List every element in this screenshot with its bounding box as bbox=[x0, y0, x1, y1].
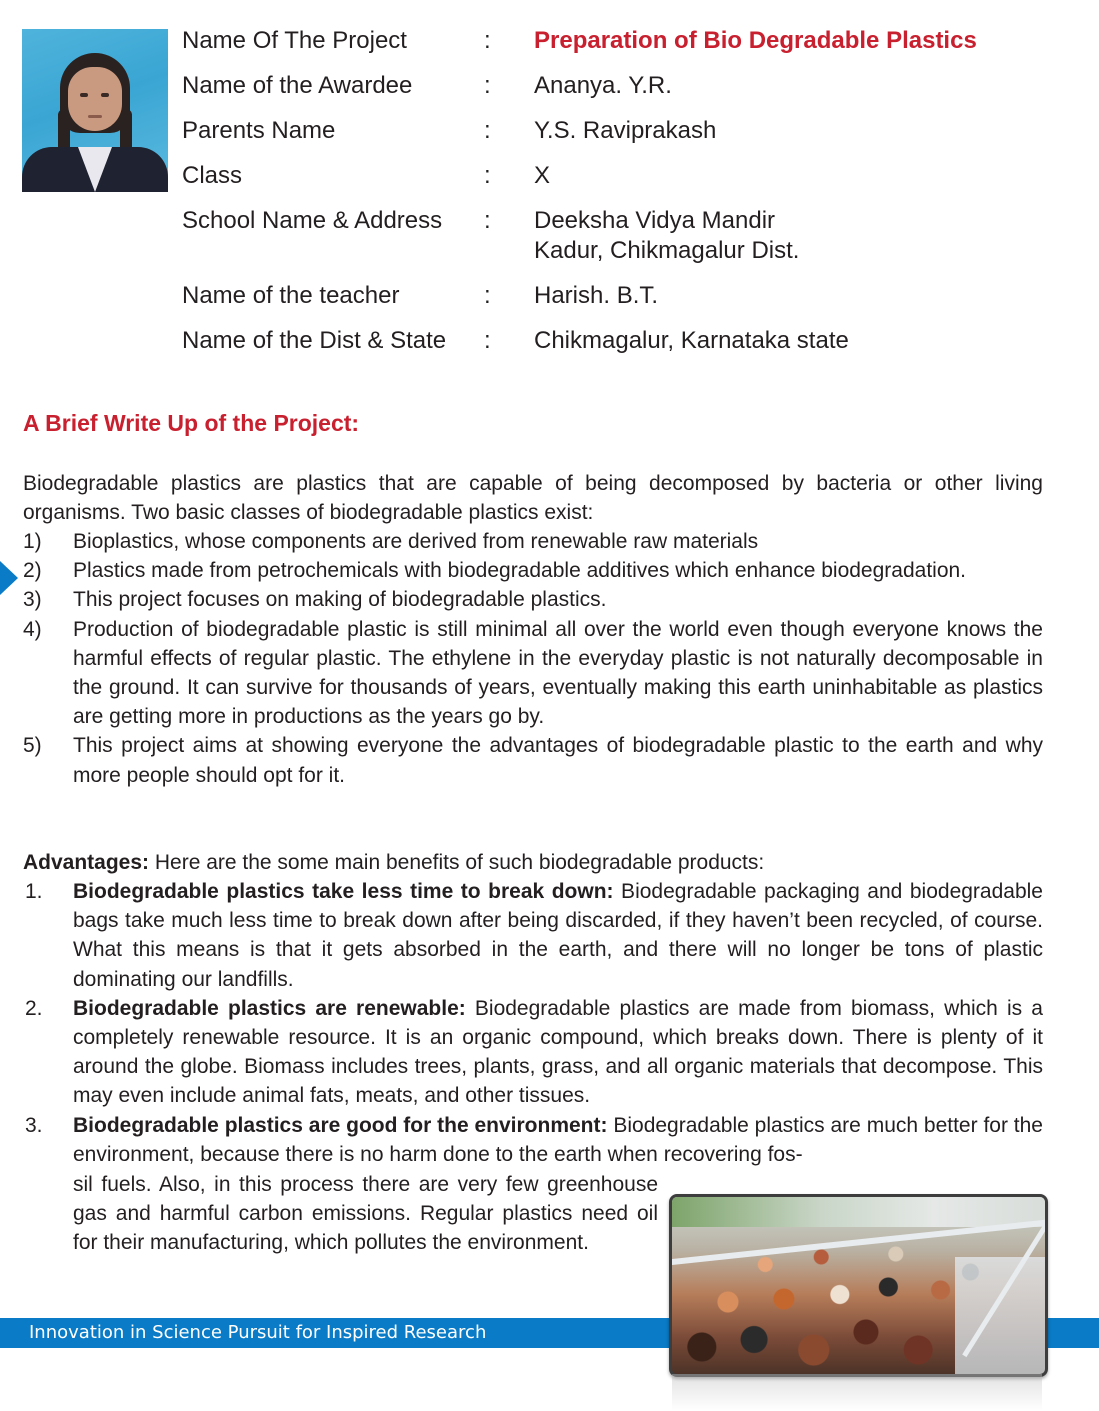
item-text: Plastics made from petrochemicals with biodegradable additives which enhance biodegradation. bbox=[73, 559, 967, 583]
greenhouse-photo bbox=[669, 1194, 1048, 1377]
item-title: Biodegradable plastics are good for the environment: bbox=[73, 1113, 608, 1137]
photo-reflection bbox=[672, 1374, 1042, 1411]
project-name: Preparation of Bio Degradable Plastics bbox=[534, 27, 977, 54]
dist-state: Chikmagalur, Karnataka state bbox=[534, 327, 849, 354]
list-item bbox=[23, 1111, 1043, 1169]
list-item bbox=[23, 994, 1043, 1111]
photo-foliage bbox=[672, 1197, 1045, 1227]
photo-eye bbox=[80, 93, 88, 97]
advantages-list bbox=[23, 877, 1043, 1169]
item-text: This project aims at showing everyone the advantages of biodegradable plastic to the earth and why more people should opt for it. bbox=[73, 734, 1043, 787]
field-separator: : bbox=[484, 117, 491, 144]
item-title: Biodegradable plastics take less time to break down: bbox=[73, 880, 614, 903]
field-label: Name Of The Project bbox=[182, 27, 407, 54]
item-title: Biodegradable plastics are renewable: bbox=[73, 996, 466, 1020]
advantages-intro-text: Here are the some main benefits of such biodegradable products: bbox=[149, 851, 765, 874]
advantages-heading: Advantages: bbox=[23, 851, 150, 874]
field-separator: : bbox=[484, 282, 491, 309]
field-label: Name of the Dist & State bbox=[182, 327, 447, 354]
advantage-3-continued: sil fuels. Also, in this process there are very few greenhouse gas and harmful carbon emissions. Regular plastics need oil for their manufacturing, which pollutes the environment. bbox=[73, 1173, 658, 1255]
teacher-name: Harish. B.T. bbox=[534, 282, 659, 309]
list-item bbox=[23, 877, 1043, 994]
item-number: 3) bbox=[23, 588, 42, 612]
footer-tagline: Innovation in Science Pursuit for Inspired Research bbox=[29, 1322, 487, 1343]
item-text: Biodegradable plastics are made from biomass, which is a completely renewable resource. It is an organic compound, which breaks down. There is plenty of it around the globe. Biomass includes trees, plants, grass, and all organic materials that decompose. This may even include animal fats, meats, and other tissues. bbox=[73, 996, 1043, 1108]
item-number: 4) bbox=[23, 617, 42, 641]
awardee-name: Ananya. Y.R. bbox=[534, 72, 672, 99]
field-label: School Name & Address bbox=[182, 207, 443, 234]
field-separator: : bbox=[484, 327, 491, 354]
item-number: 1. bbox=[25, 880, 43, 903]
list-item bbox=[23, 556, 1043, 585]
item-text: This project focuses on making of biodegradable plastics. bbox=[73, 588, 607, 612]
list-item bbox=[23, 731, 1043, 789]
class-value: X bbox=[534, 162, 551, 189]
field-separator: : bbox=[484, 72, 491, 99]
field-separator: : bbox=[484, 162, 491, 189]
advantages-intro bbox=[23, 848, 1043, 877]
item-text: Biodegradable plastics are much better for the environment, because there is no harm done to the earth when recovering fos- bbox=[73, 1113, 1043, 1166]
project-points-list bbox=[23, 527, 1043, 790]
photo-face bbox=[68, 67, 122, 131]
field-separator: : bbox=[484, 27, 491, 54]
photo-eye bbox=[101, 93, 109, 97]
item-number: 1) bbox=[23, 530, 42, 553]
intro-paragraph: Biodegradable plastics are plastics that are capable of being decomposed by bacteria or other living organisms. Two basic classes of biodegradable plastics exist: bbox=[23, 472, 1043, 525]
field-label: Class bbox=[182, 162, 243, 189]
item-text: Production of biodegradable plastic is still minimal all over the world even though everyone knows the harmful effects of regular plastic. The ethylene in the everyday plastic is not naturally decomposable in the ground. It can survive for thousands of years, eventually making this earth uninhabitable as plastics are getting more in productions as the years go by. bbox=[73, 617, 1043, 729]
school-name: Deeksha Vidya Mandir bbox=[534, 207, 776, 234]
school-address bbox=[534, 202, 799, 266]
school-location: Kadur, Chikmagalur Dist. bbox=[534, 237, 800, 264]
field-label: Name of the Awardee bbox=[182, 72, 413, 99]
list-item bbox=[23, 585, 1043, 614]
awardee-photo bbox=[22, 29, 168, 192]
list-item bbox=[23, 527, 1043, 556]
item-number: 2. bbox=[25, 996, 43, 1020]
field-label: Parents Name bbox=[182, 117, 336, 144]
list-item bbox=[23, 615, 1043, 732]
parents-name: Y.S. Raviprakash bbox=[534, 117, 717, 144]
item-number: 5) bbox=[23, 734, 42, 758]
field-label: Name of the teacher bbox=[182, 282, 400, 309]
item-number: 3. bbox=[25, 1113, 43, 1137]
arrow-marker-icon bbox=[0, 561, 18, 595]
item-text: Biodegradable packaging and biodegradable bags take much less time to break down after being discarded, if they haven’t been recycled, of course. What this means is that it gets absorbed in the earth, and there will no longer be tons of plastic dominating our landfills. bbox=[73, 880, 1043, 991]
photo-mouth bbox=[88, 115, 102, 118]
photo-floor bbox=[955, 1257, 1045, 1377]
item-number: 2) bbox=[23, 559, 42, 583]
item-text: Bioplastics, whose components are derived from renewable raw materials bbox=[73, 530, 759, 553]
field-separator: : bbox=[484, 207, 491, 234]
section-heading: A Brief Write Up of the Project: bbox=[23, 410, 360, 436]
